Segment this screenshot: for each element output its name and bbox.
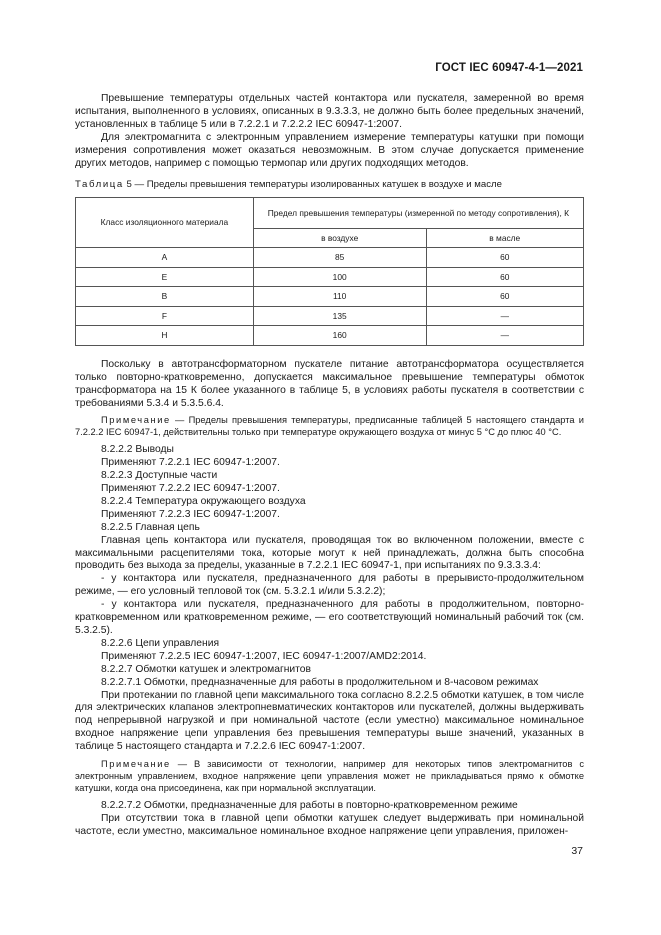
table-caption (75, 179, 584, 192)
section-heading: 8.2.2.7 Обмотки катушек и электромагнитов (101, 663, 311, 675)
header-in-air: в воздухе (253, 229, 426, 248)
paragraph: Для электромагнита с электронным управлением измерение температуры катушки при помощи измерения сопротивления может оказаться невозможным. В этом случае допускается применение других методов, например с помощью термопар или других подходящих методов. (75, 131, 584, 169)
section-heading: 8.2.2.7.2 Обмотки, предназначенные для работы в повторно-кратковременном режиме (101, 799, 518, 811)
cell-air: 110 (253, 287, 426, 307)
header-insulation-class: Класс изоляционного материала (76, 198, 254, 248)
paragraph: Применяют 7.2.2.5 IEC 60947-1:2007, IEC 60947-1:2007/AMD2:2014. (101, 650, 427, 662)
paragraph: Применяют 7.2.2.1 IEC 60947-1:2007. (101, 457, 280, 469)
page-number: 37 (571, 845, 583, 857)
table-row (76, 287, 584, 307)
table-row (76, 326, 584, 346)
cell-class: F (76, 306, 254, 326)
paragraph: При протекании по главной цепи максимального тока согласно 8.2.2.5 обмотки катушек, в том числе для электрических клапанов электропневматических контакторов или пускателей, должны выдерживать под непрерывной нагрузкой и при номинальной частоте (если уместно) максимальное номинальное входное напряжение цепи управления без превышения температуры выше значений, указанных в таблице 5 настоящего стандарта и 7.2.2.6 IEC 60947-1:2007. (75, 689, 584, 753)
standard-header: ГОСТ IEC 60947-4-1—2021 (435, 62, 583, 74)
cell-oil: — (426, 306, 583, 326)
note-text: — Пределы превышения температуры, предписанные таблицей 5 настоящего стандарта и 7.2.2.2 IEC 60947-1, действительны только при температуре окружающего воздуха от минус 5 °С до плюс 40 °С. (75, 415, 584, 438)
section-heading: 8.2.2.7.1 Обмотки, предназначенные для работы в продолжительном и 8-часовом режимах (101, 676, 539, 688)
cell-air: 85 (253, 248, 426, 268)
temperature-limits-table (75, 197, 584, 346)
table-caption-label: Таблица (75, 179, 124, 191)
note-text: — В зависимости от технологии, например для некоторых типов электромагнитов с электронным управлением, входное напряжение цепи управления может не прикладываться прямо к обмотке катушки, когда она присоединена, как при нормальной эксплуатации. (75, 759, 584, 793)
list-item: - у контактора или пускателя, предназначенного для работы в продолжительном, повторно-кратковременном или кратковременном режиме, — его соответствующий номинальный рабочий ток (см. 5.3.2.5). (75, 599, 584, 636)
list-item: - у контактора или пускателя, предназначенного для работы в прерывисто-продолжительном режиме, — его условный тепловой ток (см. 5.3.2.1 и/или 5.3.2.2); (75, 573, 584, 598)
cell-class: A (76, 248, 254, 268)
paragraph: Превышение температуры отдельных частей контактора или пускателя, замеренной во время испытания, выполненного в условиях, описанных в 9.3.3.3, не должно быть более предельных значений, установленных в таблице 5 или в 7.2.2.1 и 7.2.2.2 IEC 60947-1:2007. (75, 93, 584, 130)
section-heading: 8.2.2.5 Главная цепь (101, 521, 200, 533)
paragraph: Применяют 7.2.2.3 IEC 60947-1:2007. (101, 508, 280, 520)
table-row (76, 267, 584, 287)
note-label: Примечание (101, 415, 171, 426)
section-heading: 8.2.2.4 Температура окружающего воздуха (101, 495, 306, 507)
paragraph: При отсутствии тока в главной цепи обмотки катушек следует выдерживать при номинальной частоте, если уместно, максимальное номинальное входное напряжение цепи управления, приложен- (75, 812, 584, 837)
temperature-limits-table-wrap (75, 197, 584, 346)
header-in-oil: в масле (426, 229, 583, 248)
page-content (75, 93, 584, 838)
paragraph: Поскольку в автотрансформаторном пускателе питание автотрансформатора осуществляется только повторно-кратковременно, допускается максимальное превышение температуры обмоток трансформатора на 15 К более указанного в таблице 5, в условиях работы пускателя в соответствии с требованиями 5.3.4 и 5.3.5.6.4. (75, 358, 584, 409)
cell-oil: — (426, 326, 583, 346)
cell-air: 100 (253, 267, 426, 287)
cell-air: 160 (253, 326, 426, 346)
table-row (76, 306, 584, 326)
note (75, 759, 584, 795)
section-heading: 8.2.2.2 Выводы (101, 444, 174, 456)
cell-class: H (76, 326, 254, 346)
cell-class: B (76, 287, 254, 307)
paragraph: Применяют 7.2.2.2 IEC 60947-1:2007. (101, 483, 280, 494)
cell-oil: 60 (426, 248, 583, 268)
table-caption-title: 5 — Пределы превышения температуры изолированных катушек в воздухе и масле (123, 179, 502, 191)
cell-air: 135 (253, 306, 426, 326)
cell-oil: 60 (426, 287, 583, 307)
table-row (76, 248, 584, 268)
note-label: Примечание (101, 759, 171, 770)
note (75, 415, 584, 439)
section-heading: 8.2.2.6 Цепи управления (101, 637, 220, 649)
cell-class: E (76, 267, 254, 287)
cell-oil: 60 (426, 267, 583, 287)
header-temperature-limit: Предел превышения температуры (измеренной по методу сопротивления), К (253, 198, 583, 229)
paragraph: Главная цепь контактора или пускателя, проводящая ток во включенном положении, вместе с максимальными расцепителями тока, которые могут к ней принадлежать, должна быть способна проводить без выхода за пределы, указанные в 7.2.2.1 IEC 60947-1, при испытаниях по 9.3.3.3.4: (75, 534, 584, 572)
section-heading: 8.2.2.3 Доступные части (101, 470, 218, 482)
